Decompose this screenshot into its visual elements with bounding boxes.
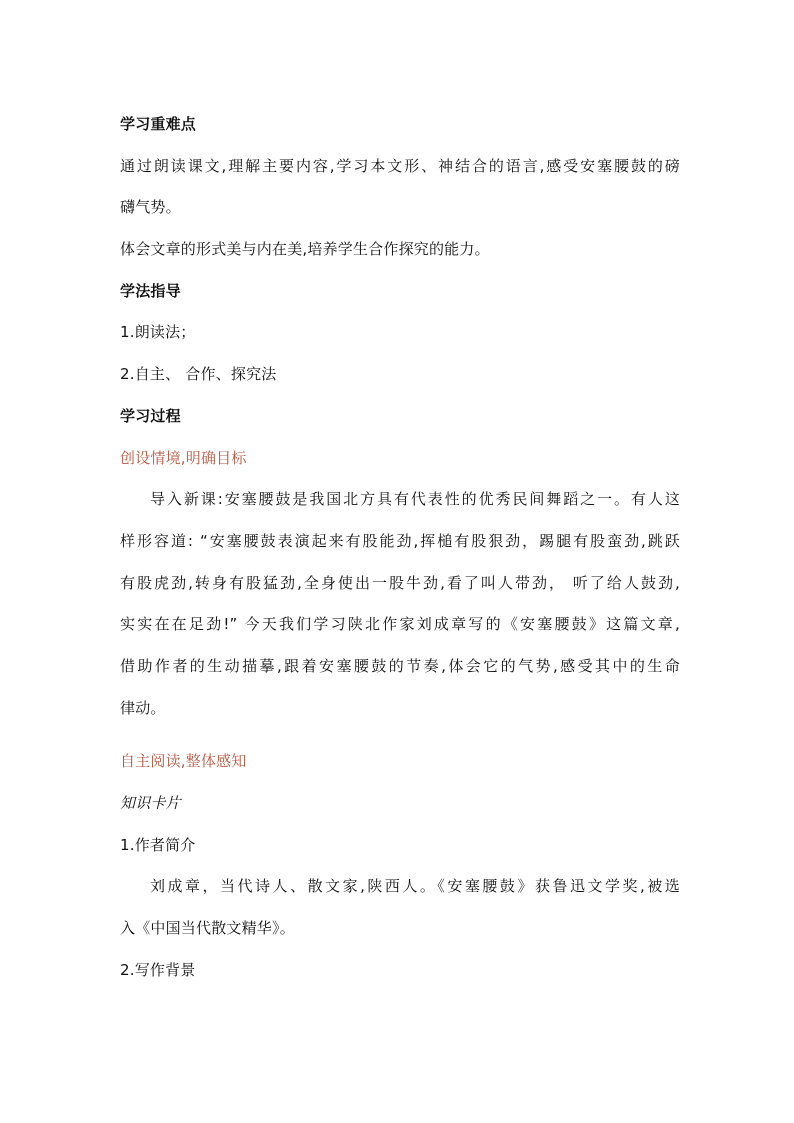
author-line-1: 刘成章，当代诗人、散文家,陕西人。《安塞腰鼓》获鲁迅文学奖,被选 (150, 877, 680, 896)
intro-paragraph-line-1: 导入新课:安塞腰鼓是我国北方具有代表性的优秀民间舞蹈之一。有人这 (150, 490, 680, 509)
intro-paragraph-line-2: 样形容道: “安塞腰鼓表演起来有股能劲,挥槌有股狠劲，踢腿有股蛮劲,跳跃 (120, 531, 680, 550)
heading-method: 学法指导 (120, 281, 181, 300)
section-title-1: 创设情境,明确目标 (120, 448, 247, 467)
method-item-2: 2.自主、 合作、探究法 (120, 365, 277, 384)
key-point-line-1: 通过朗读课文,理解主要内容,学习本文形、神结合的语言,感受安塞腰鼓的磅 (120, 156, 680, 175)
document-page (120, 104, 680, 991)
key-point-line-3: 体会文章的形式美与内在美,培养学生合作探究的能力。 (120, 240, 490, 259)
intro-paragraph-line-5: 借助作者的生动描摹,跟着安塞腰鼓的节奏,体会它的气势,感受其中的生命 (120, 656, 680, 675)
background-heading: 2.写作背景 (120, 960, 196, 979)
key-point-line-2: 礴气势。 (120, 198, 181, 217)
intro-paragraph-line-6: 律动。 (120, 698, 166, 717)
intro-paragraph-line-4: 实实在在足劲!” 今天我们学习陕北作家刘成章写的《安塞腰鼓》这篇文章, (120, 615, 680, 634)
heading-key-points: 学习重难点 (120, 115, 197, 133)
intro-paragraph-line-3: 有股虎劲,转身有股猛劲,全身使出一股牛劲,看了叫人带劲， 听了给人鼓劲, (120, 573, 680, 592)
section-title-2: 自主阅读,整体感知 (120, 752, 247, 771)
knowledge-card-label: 知识卡片 (120, 794, 181, 812)
author-line-2: 入《中国当代散文精华》。 (120, 919, 295, 938)
method-item-1: 1.朗读法； (120, 323, 196, 342)
heading-process: 学习过程 (120, 406, 181, 425)
author-heading: 1.作者简介 (120, 835, 196, 854)
